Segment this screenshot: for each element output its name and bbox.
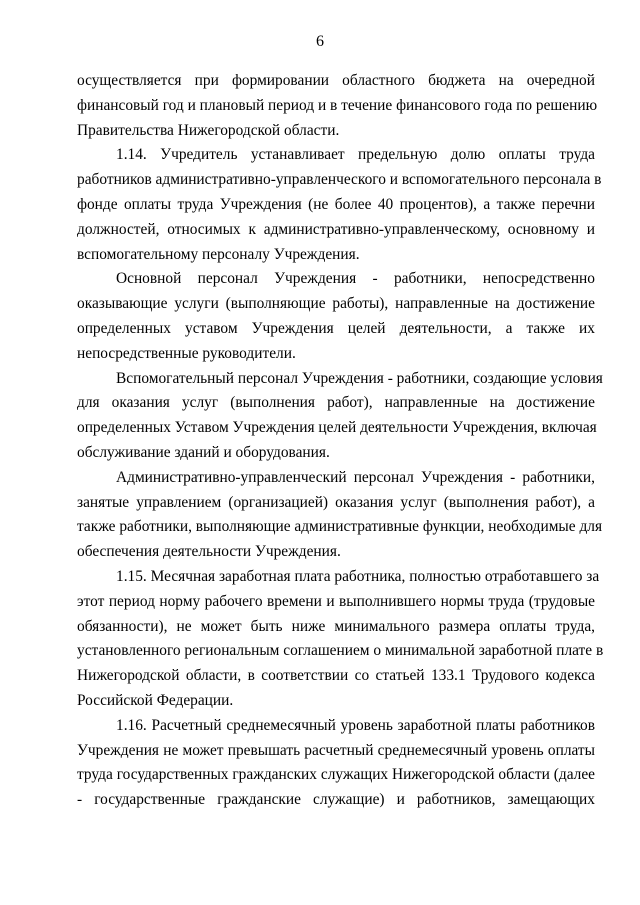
text-line: финансовый год и плановый период и в течение финансового года по решению bbox=[77, 96, 598, 114]
text-line: оказывающие услуги (выполняющие работы), направленные на достижение bbox=[77, 295, 595, 313]
document-body bbox=[77, 69, 604, 813]
text-line: также работники, выполняющие административные функции, необходимые для bbox=[77, 518, 603, 536]
text-line: определенных Уставом Учреждения целей деятельности Учреждения, включая bbox=[77, 419, 597, 437]
text-line: обслуживание зданий и оборудования. bbox=[77, 443, 330, 461]
paragraph-main-staff bbox=[77, 267, 595, 366]
text-line: обязанности), не может быть ниже минимального размера оплаты труда, bbox=[77, 617, 595, 635]
text-line: Учреждения не может превышать расчетный среднемесячный уровень оплаты bbox=[77, 741, 595, 759]
text-line: Вспомогательный персонал Учреждения - работники, создающие условия bbox=[116, 369, 603, 387]
text-line: Российской Федерации. bbox=[77, 691, 234, 709]
text-line: вспомогательному персоналу Учреждения. bbox=[77, 245, 360, 263]
text-line: - государственные гражданские служащие) и работников, замещающих bbox=[77, 791, 595, 809]
text-line: труда государственных гражданских служащих Нижегородской области (далее bbox=[77, 766, 595, 784]
text-line: определенных уставом Учреждения целей деятельности, а также их bbox=[77, 319, 595, 337]
page-number: 6 bbox=[316, 33, 324, 50]
text-line: Основной персонал Учреждения - работники, непосредственно bbox=[116, 270, 595, 288]
text-line: Административно-управленческий персонал Учреждения - работники, bbox=[116, 468, 595, 486]
paragraph-1-14 bbox=[77, 143, 602, 267]
text-line: непосредственные руководители. bbox=[77, 344, 296, 362]
paragraph-1-16 bbox=[77, 714, 595, 813]
text-line: для оказания услуг (выполнения работ), направленные на достижение bbox=[77, 394, 595, 412]
text-line: обеспечения деятельности Учреждения. bbox=[77, 543, 341, 561]
text-line: Нижегородской области, в соответствии со статьей 133.1 Трудового кодекса bbox=[77, 667, 595, 685]
text-line: 1.16. Расчетный среднемесячный уровень заработной платы работников bbox=[116, 716, 595, 734]
paragraph-continuation bbox=[77, 69, 598, 143]
text-line: фонде оплаты труда Учреждения (не более 40 процентов), а также перечни bbox=[77, 195, 595, 213]
text-line: этот период норму рабочего времени и выполнившего нормы труда (трудовые bbox=[77, 592, 595, 610]
paragraph-support-staff bbox=[77, 367, 603, 466]
text-line: должностей, относимых к административно-управленческому, основному и bbox=[77, 220, 595, 238]
text-line: 1.15. Месячная заработная плата работника, полностью отработавшего за bbox=[116, 567, 600, 585]
text-line: занятые управлением (организацией) оказания услуг (выполнения работ), а bbox=[77, 493, 595, 511]
text-line: работников административно-управленческого и вспомогательного персонала в bbox=[77, 171, 602, 189]
text-line: установленного региональным соглашением о минимальной заработной плате в bbox=[77, 642, 604, 660]
text-line: Правительства Нижегородской области. bbox=[77, 121, 340, 139]
text-line: 1.14. Учредитель устанавливает предельную долю оплаты труда bbox=[116, 146, 595, 164]
paragraph-1-15 bbox=[77, 565, 604, 714]
text-line: осуществляется при формировании областного бюджета на очередной bbox=[77, 72, 595, 89]
paragraph-admin-staff bbox=[77, 466, 603, 565]
